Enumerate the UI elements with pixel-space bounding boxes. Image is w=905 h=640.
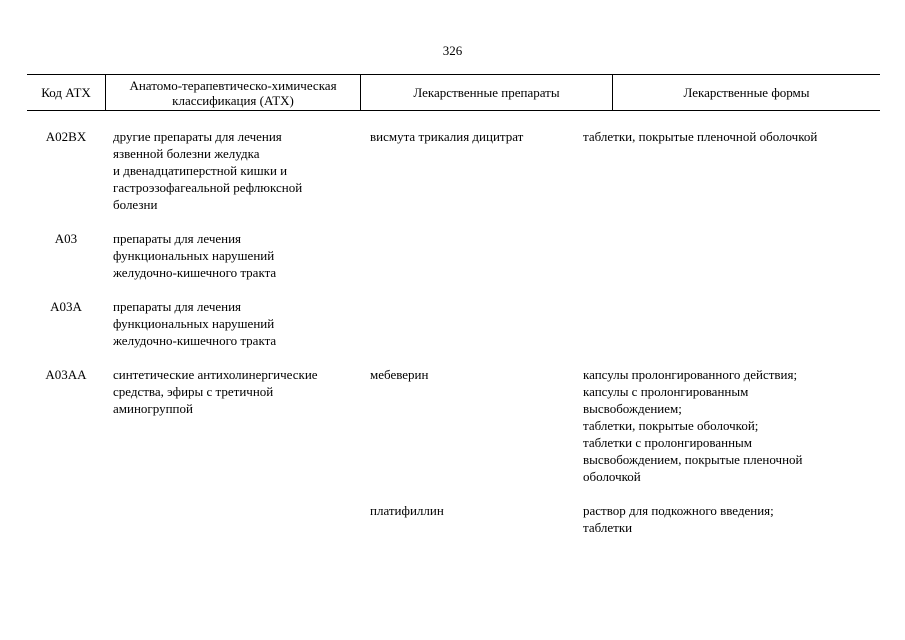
row-atx: препараты для лечения функциональных нарушений желудочно-кишечного тракта [113, 299, 277, 348]
row-form: таблетки, покрытые пленочной оболочкой [583, 129, 818, 144]
table-header [27, 75, 880, 110]
row-form: капсулы пролонгированного действия; капсулы с пролонгированным высвобождением; таблетки, покрытые оболочкой; таблетки с пролонгированным высвобождением, покрытые пленочной оболочкой [583, 367, 803, 484]
table-row [27, 298, 880, 349]
header-atx-label: Анатомо-терапевтическо-химическая классификация (АТХ) [129, 77, 337, 108]
header-atx-classification [105, 75, 360, 110]
row-atx: синтетические антихолинергические средства, эфиры с третичной аминогруппой [113, 367, 318, 416]
row-drug: мебеверин [370, 367, 429, 382]
row-code: A03A [50, 299, 82, 314]
table-row [27, 230, 880, 281]
row-drug: висмута трикалия дицитрат [370, 129, 524, 144]
table-row [27, 502, 880, 536]
row-atx [105, 502, 360, 536]
row-form [583, 230, 880, 281]
row-code: A03 [54, 231, 78, 246]
row-drug: платифиллин [370, 503, 444, 518]
header-drugs: Лекарственные препараты [360, 75, 612, 110]
row-code: A03AA [45, 367, 87, 382]
header-code: Код АТХ [41, 85, 91, 100]
page-number: 326 [442, 43, 463, 58]
header-forms: Лекарственные формы [612, 75, 880, 110]
row-atx: другие препараты для лечения язвенной болезни желудка и двенадцатиперстной кишки и гастроэзофагеальной рефлюксной болезни [113, 129, 303, 212]
table-header-bottom-rule [27, 110, 880, 111]
row-drug [360, 230, 583, 281]
row-drug [360, 298, 583, 349]
row-code [27, 502, 105, 536]
row-atx: препараты для лечения функциональных нарушений желудочно-кишечного тракта [113, 231, 277, 280]
table-row [27, 366, 880, 485]
row-form: раствор для подкожного введения; таблетки [583, 503, 774, 535]
table-row [27, 128, 880, 213]
row-form [583, 298, 880, 349]
row-code: A02BX [45, 129, 87, 144]
table-body [27, 128, 880, 553]
